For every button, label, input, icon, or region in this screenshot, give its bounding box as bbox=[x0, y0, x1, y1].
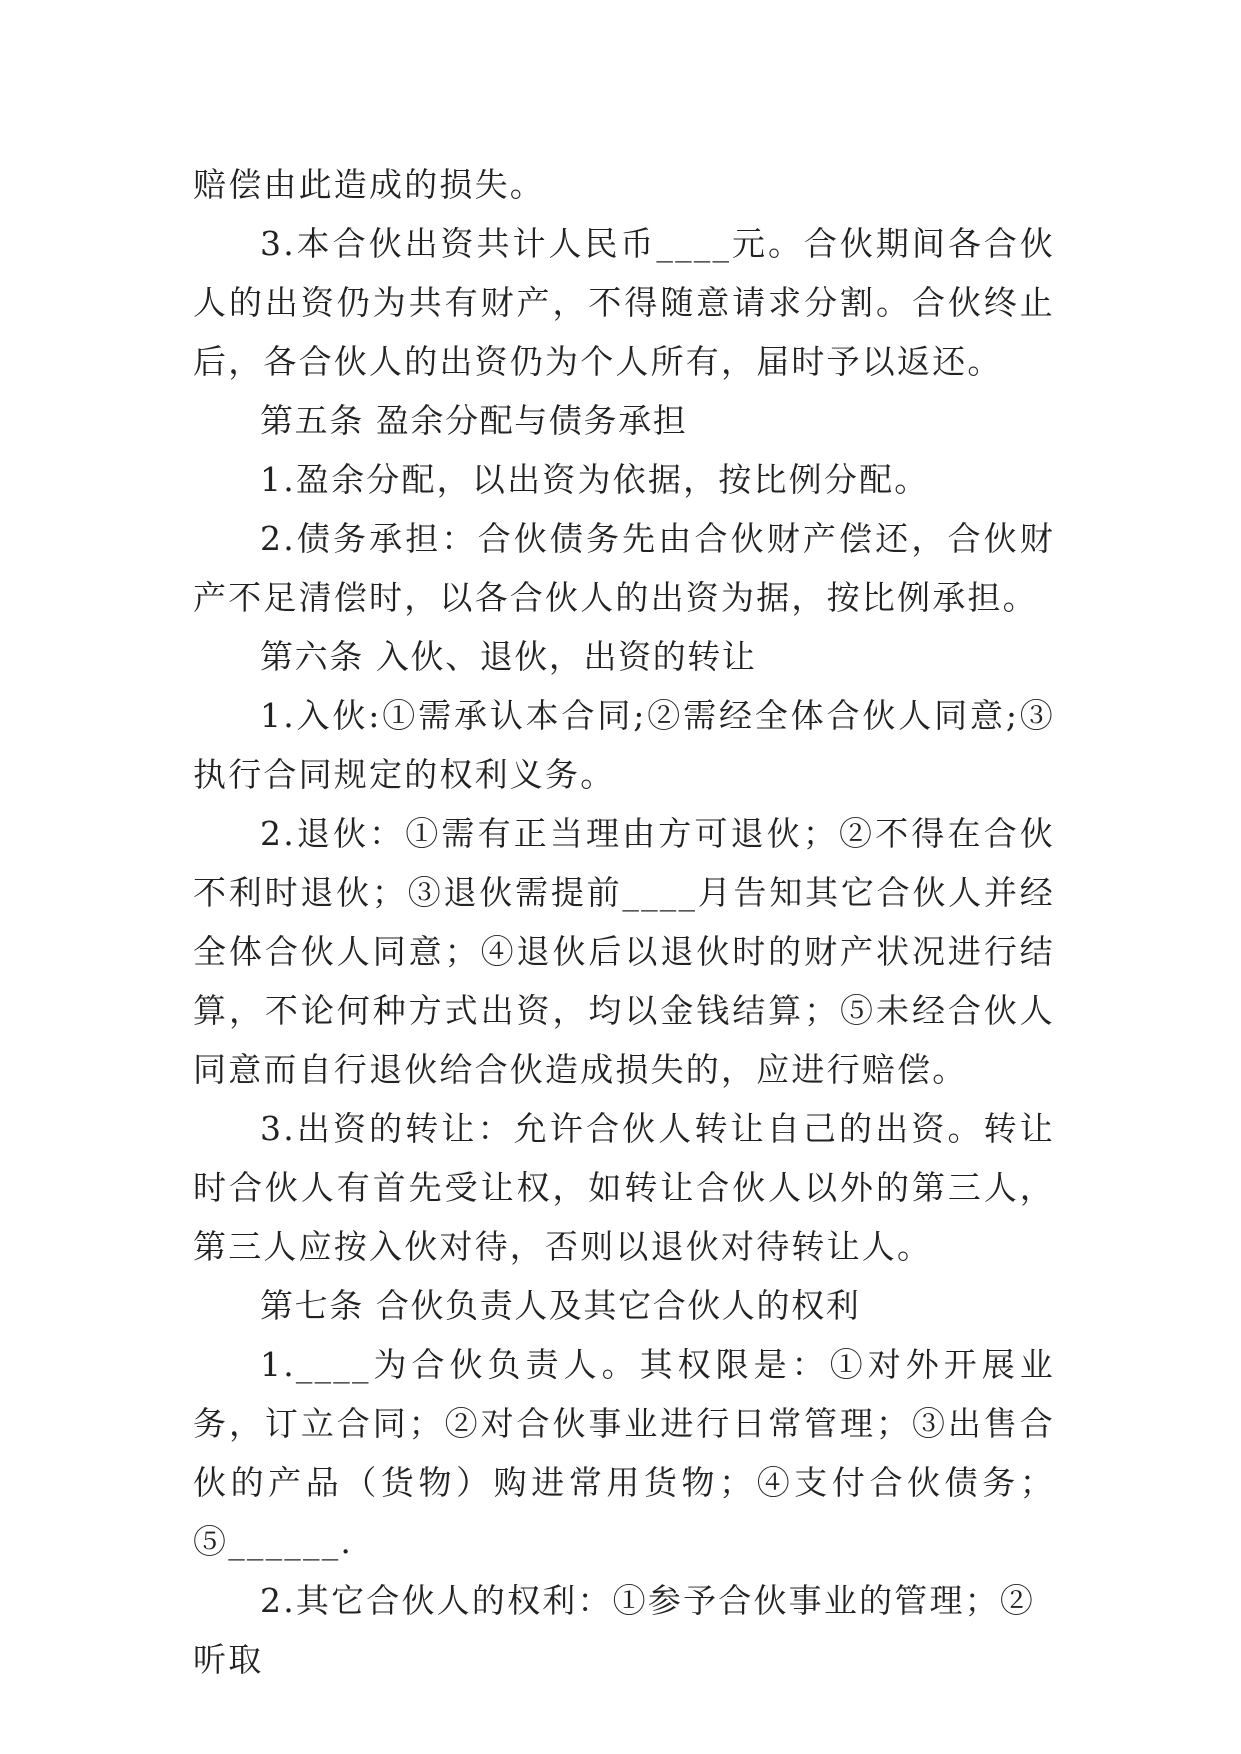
article-6-heading: 第六条 入伙、退伙，出资的转让 bbox=[260, 637, 757, 676]
clause-5-item-1: 1.盈余分配，以出资为依据，按比例分配。 bbox=[260, 460, 930, 499]
clause-7-item-2: 2.其它合伙人的权利：①参予合伙事业的管理；②听取 bbox=[193, 1581, 1036, 1679]
clause-6-item-2: 2.退伙：①需有正当理由方可退伙；②不得在合伙不利时退伙；③退伙需提前____月告知其它合伙人并经全体合伙人同意；④退伙后以退伙时的财产状况进行结算，不论何种方式出资，均以金钱结算；⑤未经合伙人同意而自行退伙给合伙造成损失的，应进行赔偿。 bbox=[193, 814, 1055, 1089]
clause-7-item-1: 1.____为合伙负责人。其权限是：①对外开展业务，订立合同；②对合伙事业进行日常管理；③出售合伙的产品（货物）购进常用货物；④支付合伙债务；⑤______. bbox=[193, 1345, 1055, 1561]
article-7-heading: 第七条 合伙负责人及其它合伙人的权利 bbox=[260, 1286, 861, 1325]
clause-4-item-3: 3.本合伙出资共计人民币____元。合伙期间各合伙人的出资仍为共有财产，不得随意请求分割。合伙终止后，各合伙人的出资仍为个人所有，届时予以返还。 bbox=[193, 224, 1055, 381]
article-5-heading: 第五条 盈余分配与债务承担 bbox=[260, 401, 688, 440]
clause-6-item-3: 3.出资的转让：允许合伙人转让自己的出资。转让时合伙人有首先受让权，如转让合伙人以外的第三人，第三人应按入伙对待，否则以退伙对待转让人。 bbox=[193, 1109, 1055, 1266]
clause-6-item-1: 1.入伙:①需承认本合同;②需经全体合伙人同意;③执行合同规定的权利义务。 bbox=[193, 696, 1055, 794]
continuation-paragraph: 赔偿由此造成的损失。 bbox=[193, 165, 545, 204]
document-body bbox=[193, 155, 1055, 1689]
clause-5-item-2: 2.债务承担：合伙债务先由合伙财产偿还，合伙财产不足清偿时，以各合伙人的出资为据，按比例承担。 bbox=[193, 519, 1055, 617]
